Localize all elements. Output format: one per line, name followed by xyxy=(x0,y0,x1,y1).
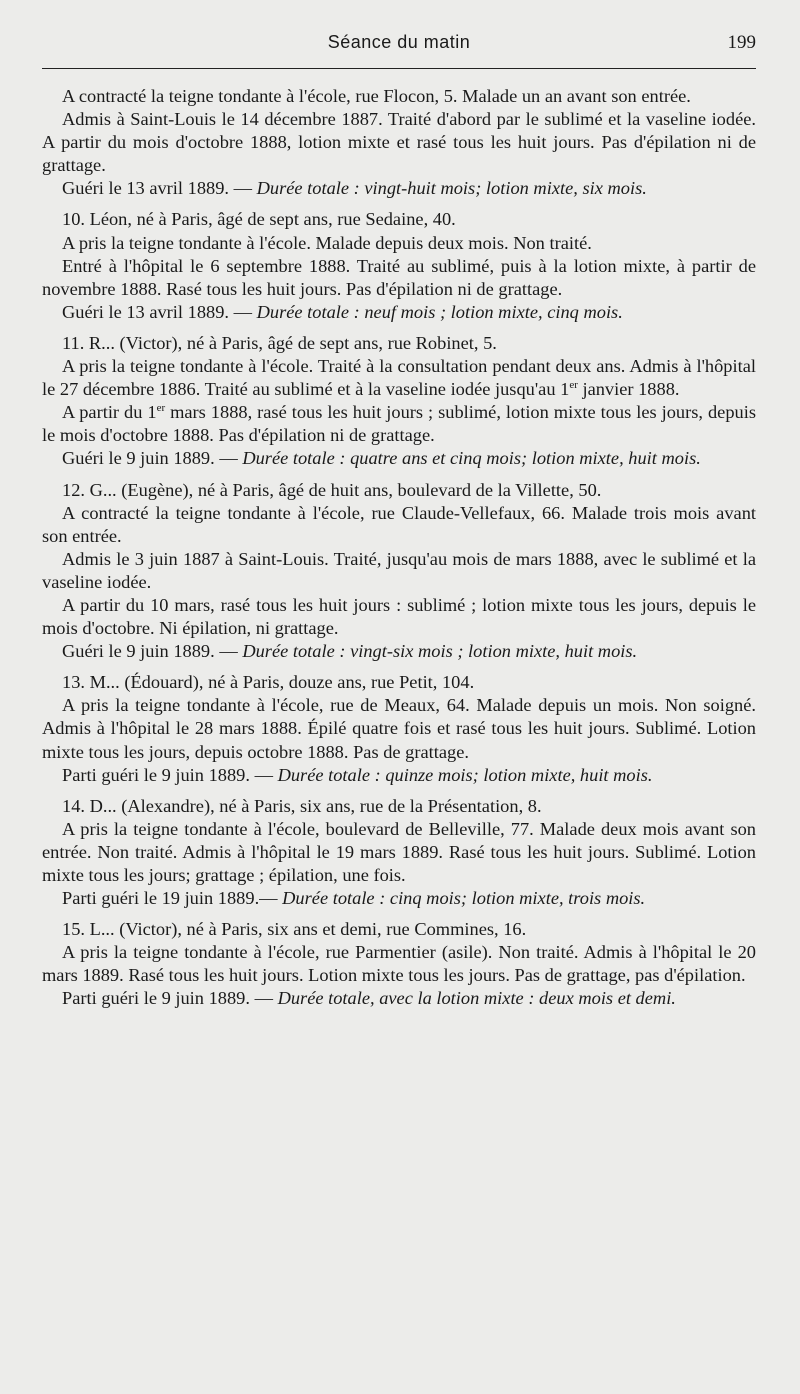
paragraph xyxy=(42,502,756,548)
paragraph-text: 12. G... (Eugène), né à Paris, âgé de huit ans, boulevard de la Villette, 50. xyxy=(62,479,602,500)
paragraph xyxy=(42,694,756,763)
duration-summary: Durée totale : neuf mois ; lotion mixte, cinq mois. xyxy=(256,301,623,322)
entry-heading xyxy=(42,208,756,231)
paragraph-text: 14. D... (Alexandre), né à Paris, six ans, rue de la Présentation, 8. xyxy=(62,795,542,816)
paragraph-text: A partir du 1er mars 1888, rasé tous les huit jours ; sublimé, lotion mixte tous les jours, depuis le mois d'octobre 1888. Pas d'épilation ni de grattage. xyxy=(42,402,756,446)
paragraph xyxy=(42,548,756,594)
paragraph xyxy=(42,85,756,108)
paragraph-text: Guéri le 13 avril 1889. — xyxy=(62,301,257,322)
entry-heading xyxy=(42,671,756,694)
paragraph xyxy=(42,941,756,987)
paragraph xyxy=(42,987,756,1010)
paragraph-text: Parti guéri le 19 juin 1889.— xyxy=(62,888,283,909)
paragraph xyxy=(42,594,756,640)
paragraph-text: 10. Léon, né à Paris, âgé de sept ans, rue Sedaine, 40. xyxy=(62,209,456,230)
paragraph-text: A pris la teigne tondante à l'école, rue Parmentier (asile). Non traité. Admis à l'hôpital le 20 mars 1889. Rasé tous les huit jours. Lotion mixte tous les jours. Pas de grattage, pas d'épilation. xyxy=(42,942,756,986)
entry-heading xyxy=(42,795,756,818)
paragraph-text: Guéri le 9 juin 1889. — xyxy=(62,641,243,662)
duration-summary: Durée totale : vingt-huit mois; lotion mixte, six mois. xyxy=(256,178,647,199)
paragraph-text: A pris la teigne tondante à l'école, boulevard de Belleville, 77. Malade deux mois avant son entrée. Non traité. Admis à l'hôpital le 19 mars 1889. Rasé tous les huit jours. Sublimé. Lotion mixte tous les jours; grattage ; épilation, une fois. xyxy=(42,818,756,885)
paragraph-text: Admis à Saint-Louis le 14 décembre 1887. Traité d'abord par le sublimé et la vaseline iodée. A partir du mois d'octobre 1888, lotion mixte et rasé tous les huit jours. Pas d'épilation ni de grattage. xyxy=(42,109,756,176)
duration-summary: Durée totale : cinq mois; lotion mixte, trois mois. xyxy=(282,888,646,909)
paragraph xyxy=(42,818,756,887)
paragraph-text: A contracté la teigne tondante à l'école, rue Flocon, 5. Malade un an avant son entrée. xyxy=(62,86,691,106)
paragraph-text: Parti guéri le 9 juin 1889. — xyxy=(62,988,278,1009)
duration-summary: Durée totale, avec la lotion mixte : deux mois et demi. xyxy=(277,988,676,1009)
paragraph xyxy=(42,764,756,787)
running-title: Séance du matin xyxy=(327,32,471,52)
paragraph xyxy=(42,355,756,401)
paragraph-text: 11. R... (Victor), né à Paris, âgé de sept ans, rue Robinet, 5. xyxy=(62,332,497,353)
paragraph-text: A pris la teigne tondante à l'école. Malade depuis deux mois. Non traité. xyxy=(62,232,592,253)
entry-heading xyxy=(42,918,756,941)
paragraph xyxy=(42,640,756,663)
paragraph xyxy=(42,301,756,324)
paragraph-text: A partir du 10 mars, rasé tous les huit jours : sublimé ; lotion mixte tous les jours, depuis le mois d'octobre. Ni épilation, ni grattage. xyxy=(42,594,756,639)
duration-summary: Durée totale : vingt-six mois ; lotion mixte, huit mois. xyxy=(242,641,638,662)
paragraph xyxy=(42,401,756,447)
paragraph-text: A pris la teigne tondante à l'école, rue de Meaux, 64. Malade depuis un mois. Non soigné. Admis à l'hôpital le 28 mars 1888. Épilé quatre fois et rasé tous les huit jours. Sublimé. Lotion mixte tous les jours, depuis octobre 1888. Pas de grattage. xyxy=(42,695,756,762)
paragraph xyxy=(42,447,756,470)
page-number: 199 xyxy=(727,32,756,53)
duration-summary: Durée totale : quinze mois; lotion mixte, huit mois. xyxy=(277,764,653,785)
body-text xyxy=(42,85,756,1011)
paragraph xyxy=(42,177,756,200)
paragraph-text: Entré à l'hôpital le 6 septembre 1888. Traité au sublimé, puis à la lotion mixte, à partir de novembre 1888. Rasé tous les huit jours. Pas d'épilation ni de grattage. xyxy=(42,255,756,299)
header-rule xyxy=(42,68,756,69)
paragraph-text: Admis le 3 juin 1887 à Saint-Louis. Traité, jusqu'au mois de mars 1888, avec le sublimé et la vaseline iodée. xyxy=(42,548,756,592)
paragraph-text: 15. L... (Victor), né à Paris, six ans et demi, rue Commines, 16. xyxy=(62,919,527,940)
paragraph xyxy=(42,255,756,301)
paragraph-text: A pris la teigne tondante à l'école. Traité à la consultation pendant deux ans. Admis à l'hôpital le 27 décembre 1886. Traité au sublimé et à la vaseline iodée jusqu'au 1er janvier 1888. xyxy=(42,356,756,400)
paragraph xyxy=(42,887,756,910)
paragraph-text: 13. M... (Édouard), né à Paris, douze ans, rue Petit, 104. xyxy=(62,672,475,693)
paragraph xyxy=(42,108,756,177)
paragraph xyxy=(42,232,756,255)
paragraph-text: Parti guéri le 9 juin 1889. — xyxy=(62,764,278,785)
entry-heading xyxy=(42,332,756,355)
paragraph-text: Guéri le 13 avril 1889. — xyxy=(62,178,257,199)
paragraph-text: A contracté la teigne tondante à l'école, rue Claude-Vellefaux, 66. Malade trois mois avant son entrée. xyxy=(42,502,756,546)
entry-heading xyxy=(42,479,756,502)
running-header xyxy=(42,28,756,68)
duration-summary: Durée totale : quatre ans et cinq mois; lotion mixte, huit mois. xyxy=(242,448,701,469)
paragraph-text: Guéri le 9 juin 1889. — xyxy=(62,448,243,469)
